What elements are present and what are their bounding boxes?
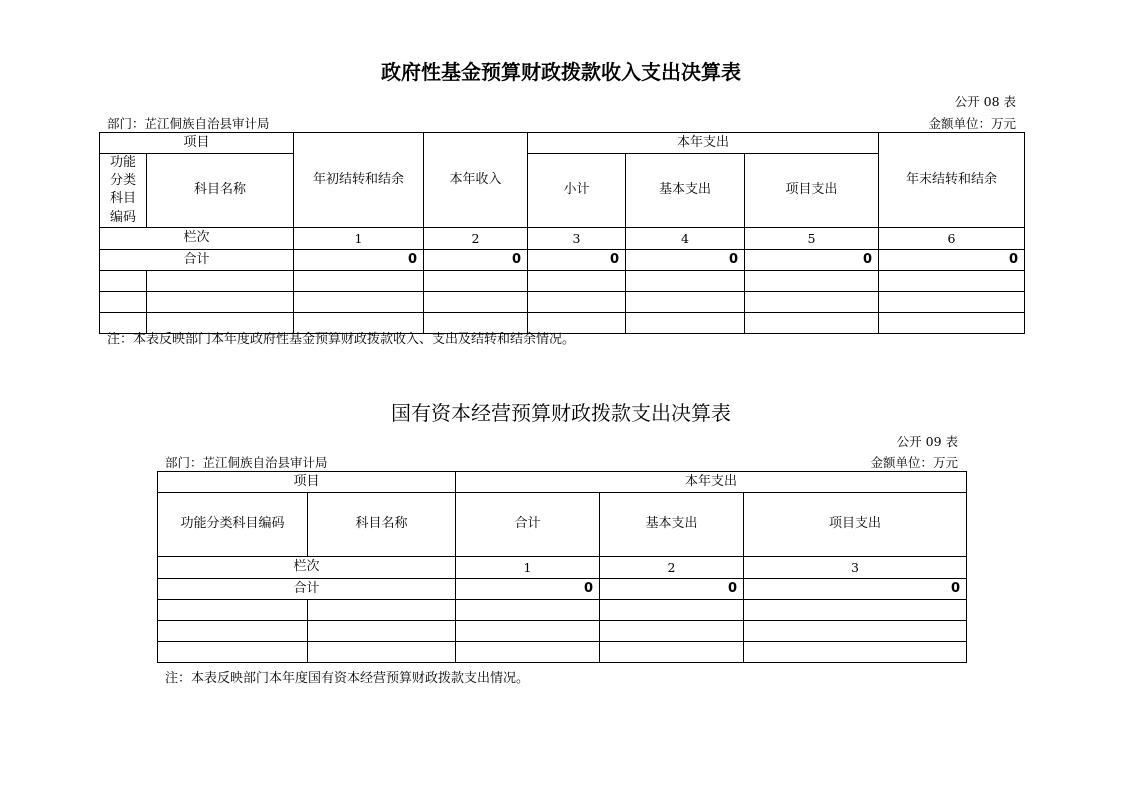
total-label: 合计 xyxy=(100,249,294,270)
header-basic: 基本支出 xyxy=(626,154,745,228)
total-value: 0 xyxy=(745,249,879,270)
header-expense-group: 本年支出 xyxy=(456,472,967,493)
total-value: 0 xyxy=(456,579,600,600)
table2-code: 公开 09 表 xyxy=(896,434,958,449)
table1 xyxy=(99,132,1025,334)
table1-unit: 金额单位：万元 xyxy=(928,116,1016,131)
header-func-code: 功能分类科目编码 xyxy=(158,493,308,557)
row-index-label: 栏次 xyxy=(100,227,294,249)
empty-row xyxy=(158,642,967,663)
header-project-exp: 项目支出 xyxy=(745,154,879,228)
header-end-balance: 年末结转和结余 xyxy=(879,133,1025,228)
header-income: 本年收入 xyxy=(424,133,528,228)
table1-note: 注：本表反映部门本年度政府性基金预算财政拨款收入、支出及结转和结余情况。 xyxy=(107,332,576,347)
row-index-cell: 4 xyxy=(626,227,745,249)
total-value: 0 xyxy=(879,249,1025,270)
row-index-cell: 6 xyxy=(879,227,1025,249)
row-index-label: 栏次 xyxy=(158,557,456,579)
header-project: 项目 xyxy=(158,472,456,493)
header-subtotal: 小计 xyxy=(528,154,626,228)
header-basic: 基本支出 xyxy=(600,493,744,557)
empty-row xyxy=(100,291,1025,312)
header-begin-balance: 年初结转和结余 xyxy=(294,133,424,228)
table1-dept: 部门：芷江侗族自治县审计局 xyxy=(107,116,270,131)
empty-row xyxy=(100,270,1025,291)
table1-code: 公开 08 表 xyxy=(954,94,1016,109)
empty-row xyxy=(158,600,967,621)
header-func-code: 功能分类科目编码 xyxy=(100,154,147,228)
table2-unit: 金额单位：万元 xyxy=(870,455,958,470)
total-value: 0 xyxy=(294,249,424,270)
row-index-cell: 2 xyxy=(424,227,528,249)
total-value: 0 xyxy=(600,579,744,600)
total-value: 0 xyxy=(626,249,745,270)
table2-note: 注：本表反映部门本年度国有资本经营预算财政拨款支出情况。 xyxy=(165,671,530,686)
header-subject-name: 科目名称 xyxy=(147,154,294,228)
total-value: 0 xyxy=(424,249,528,270)
row-index-cell: 5 xyxy=(745,227,879,249)
row-index-cell: 1 xyxy=(294,227,424,249)
row-index-cell: 3 xyxy=(744,557,967,579)
total-value: 0 xyxy=(744,579,967,600)
row-index-cell: 1 xyxy=(456,557,600,579)
table2 xyxy=(157,471,967,663)
empty-row xyxy=(158,621,967,642)
table2-dept: 部门：芷江侗族自治县审计局 xyxy=(165,455,328,470)
total-label: 合计 xyxy=(158,579,456,600)
header-expense-group: 本年支出 xyxy=(528,133,879,154)
header-project-exp: 项目支出 xyxy=(744,493,967,557)
table1-title: 政府性基金预算财政拨款收入支出决算表 xyxy=(381,60,741,84)
table2-title: 国有资本经营预算财政拨款支出决算表 xyxy=(391,401,731,425)
row-index-cell: 2 xyxy=(600,557,744,579)
header-total: 合计 xyxy=(456,493,600,557)
total-value: 0 xyxy=(528,249,626,270)
header-subject-name: 科目名称 xyxy=(308,493,456,557)
row-index-cell: 3 xyxy=(528,227,626,249)
header-project: 项目 xyxy=(100,133,294,154)
